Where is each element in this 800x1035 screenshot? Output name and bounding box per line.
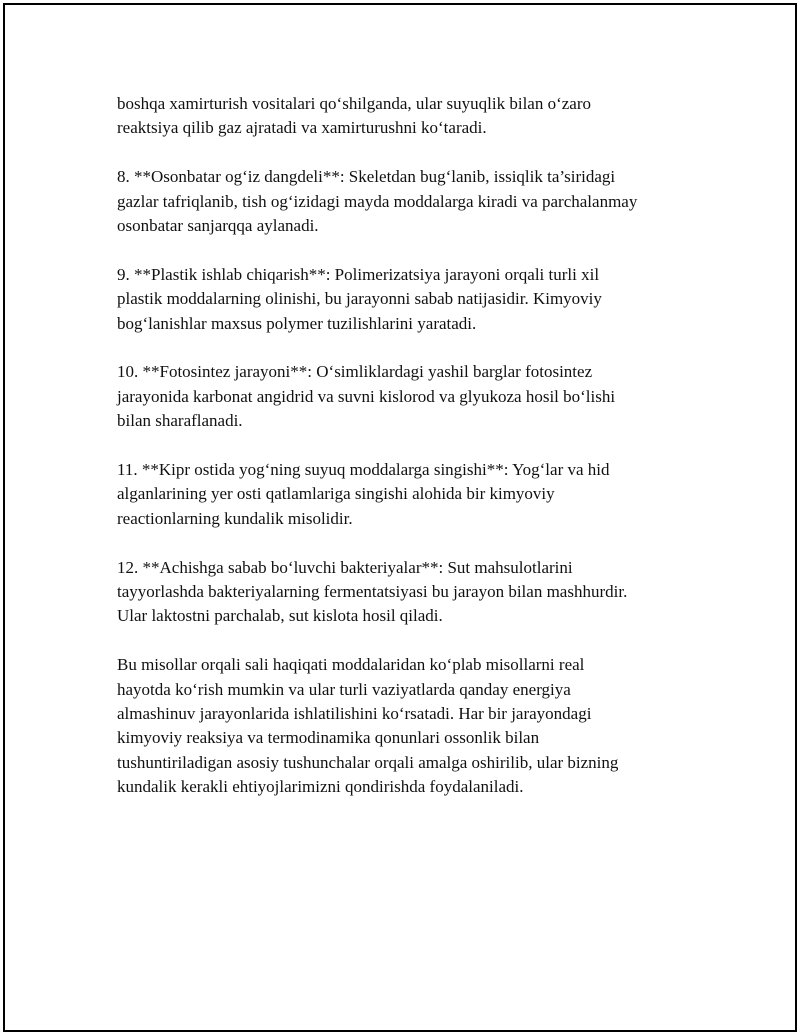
paragraph-item-12 [117,556,697,629]
text-line: osonbatar sanjarqqa aylanadi. [117,216,319,236]
text-line: bog‘lanishlar maxsus polymer tuzilishlarini yaratadi. [117,313,477,333]
paragraph-item-9 [117,263,697,336]
text-line: bilan sharaflanadi. [117,411,243,431]
text-line: alganlarining yer osti qatlamlariga singishi alohida bir kimyoviy [117,484,555,504]
text-line: tushuntiriladigan asosiy tushunchalar orqali amalga oshirilib, ular bizning [117,752,619,772]
text-line: tayyorlashda bakteriyalarning fermentatsiyasi bu jarayon bilan mashhurdir. [117,582,628,602]
text-line: 11. **Kipr ostida yog‘ning suyuq moddalarga singishi**: Yog‘lar va hid [117,460,610,480]
text-line: reactionlarning kundalik misolidir. [117,508,353,528]
text-line: 8. **Osonbatar og‘iz dangdeli**: Skeletdan bug‘lanib, issiqlik ta’siridagi [117,167,616,187]
text-line: 9. **Plastik ishlab chiqarish**: Polimerizatsiya jarayoni orqali turli xil [117,264,600,284]
document-body [117,92,697,800]
paragraph-item-8 [117,165,697,238]
text-line: Bu misollar orqali sali haqiqati moddalaridan ko‘plab misollarni real [117,655,585,675]
text-line: boshqa xamirturish vositalari qo‘shilganda, ular suyuqlik bilan o‘zaro [117,94,592,113]
text-line: gazlar tafriqlanib, tish og‘izidagi mayda moddalarga kiradi va parchalanmay [117,191,638,211]
text-line: reaktsiya qilib gaz ajratadi va xamirturushni ko‘taradi. [117,118,487,138]
paragraph-item-10 [117,360,697,433]
text-line: plastik moddalarning olinishi, bu jarayonni sabab natijasidir. Kimyoviy [117,289,602,309]
text-line: kimyoviy reaksiya va termodinamika qonunlari ossonlik bilan [117,728,540,748]
paragraph-item-11 [117,458,697,531]
paragraph-leavening-continuation [117,92,697,141]
text-line: 12. **Achishga sabab bo‘luvchi bakteriyalar**: Sut mahsulotlarini [117,557,573,577]
text-line: almashinuv jarayonlarida ishlatilishini ko‘rsatadi. Har bir jarayondagi [117,704,592,724]
text-line: kundalik kerakli ehtiyojlarimizni qondirishda foydalaniladi. [117,777,524,797]
text-line: Ular laktostni parchalab, sut kislota hosil qiladi. [117,606,443,626]
text-line: jarayonida karbonat angidrid va suvni kislorod va glyukoza hosil bo‘lishi [117,386,616,406]
paragraph-conclusion [117,653,697,799]
text-line: 10. **Fotosintez jarayoni**: O‘simliklardagi yashil barglar fotosintez [117,362,593,382]
text-line: hayotda ko‘rish mumkin va ular turli vaziyatlarda qanday energiya [117,679,571,699]
